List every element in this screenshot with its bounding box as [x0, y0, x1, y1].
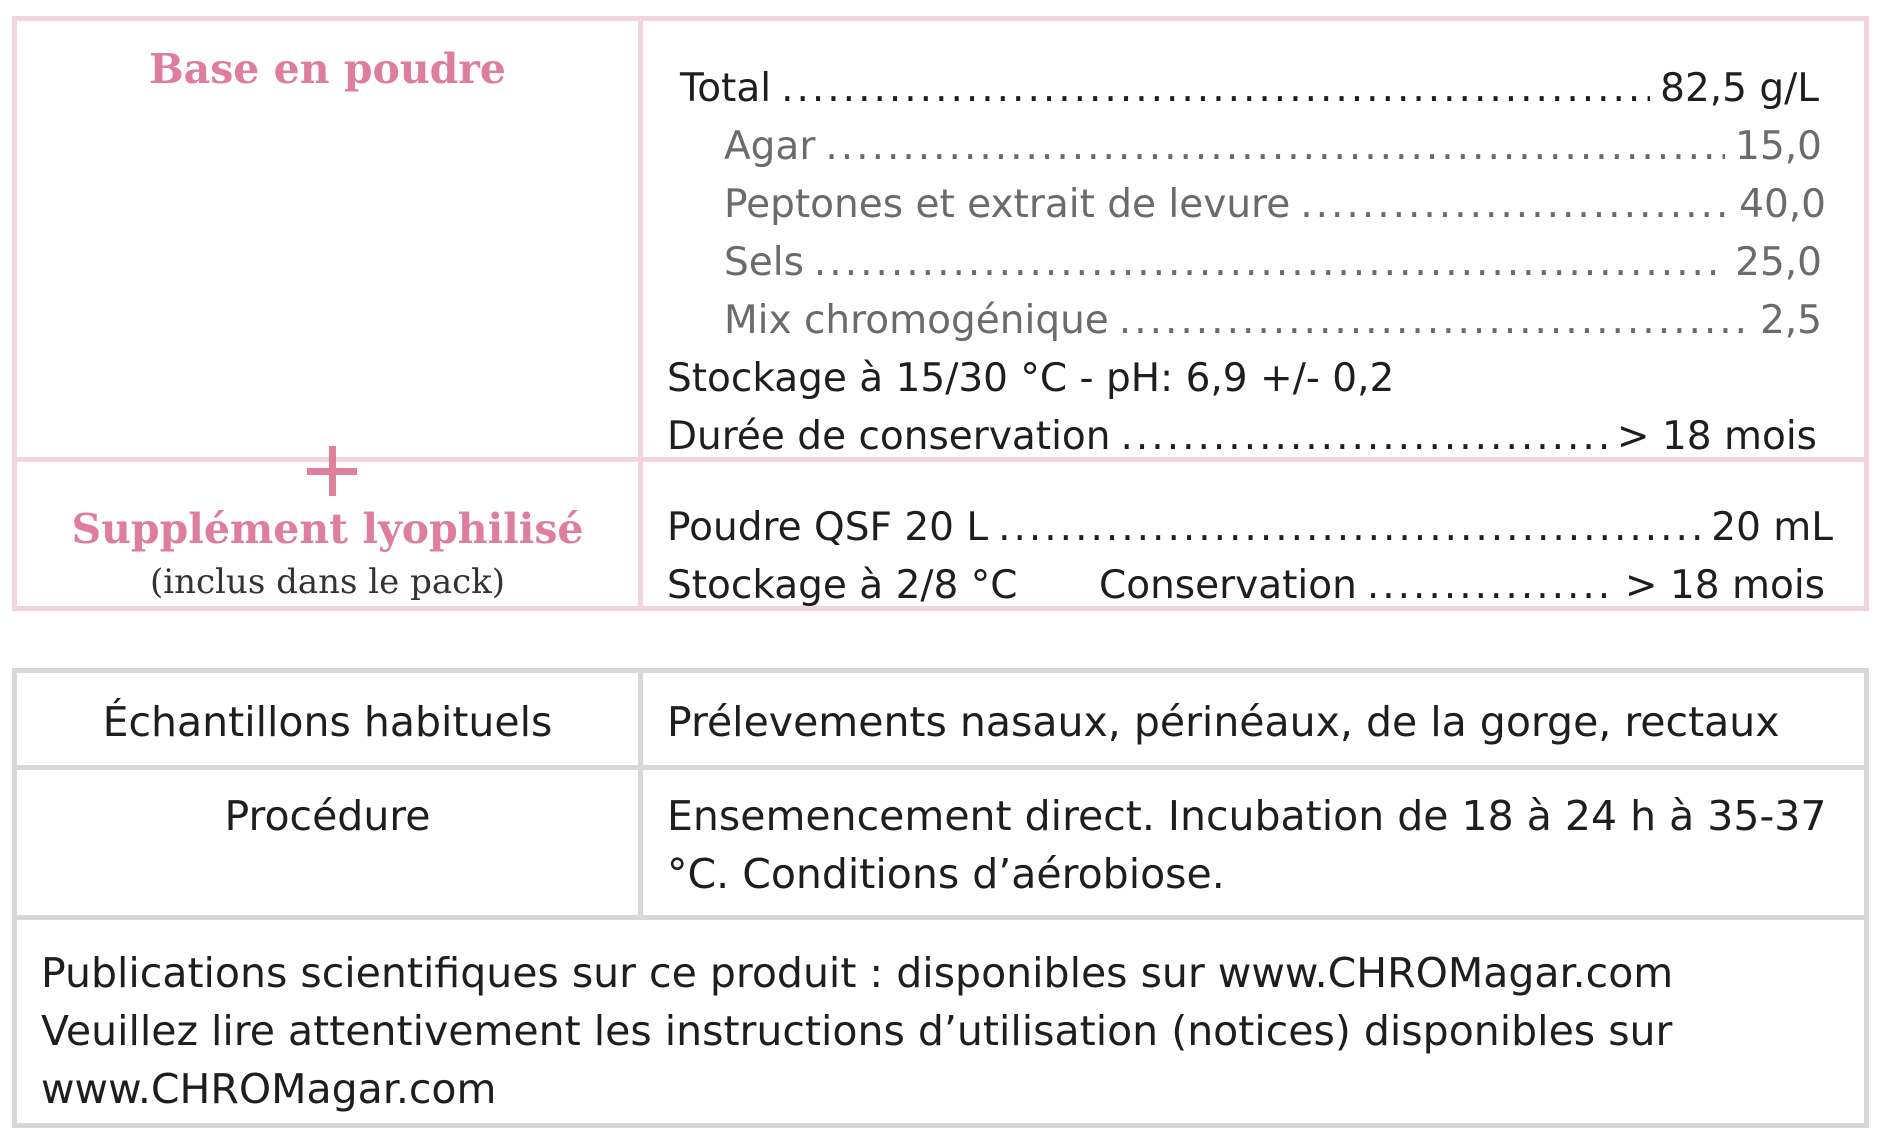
column-divider: [638, 21, 643, 606]
leader-dots: [1300, 179, 1729, 231]
total-value: 82,5 g/L: [1660, 66, 1819, 111]
leader-dots: [1367, 560, 1615, 612]
shelf-life-label: Durée de conservation: [667, 414, 1111, 459]
ingredient-value: 40,0: [1739, 182, 1826, 227]
ingredient-label: Agar: [724, 124, 816, 169]
supplement-powder-row: [667, 502, 1833, 554]
ingredient-label: Mix chromogénique: [724, 298, 1109, 343]
procedure-line-1: Ensemencement direct. Incubation de 18 à 24 h à 35-37: [667, 792, 1827, 840]
total-row: [680, 63, 1819, 115]
ingredient-label: Peptones et extrait de levure: [724, 182, 1291, 227]
supplement-note: (inclus dans le pack): [149, 562, 506, 602]
footer-line-3: www.CHROMagar.com: [41, 1065, 497, 1113]
ingredient-value: 15,0: [1735, 124, 1822, 169]
supplement-storage: Stockage à 2/8 °C: [667, 563, 1018, 608]
supplement-conservation-row: [1099, 560, 1825, 612]
row-divider: [17, 915, 1864, 920]
ingredient-value: 2,5: [1759, 298, 1822, 343]
ingredient-row: [724, 179, 1826, 231]
row-divider: [17, 765, 1864, 770]
ingredient-row: [724, 237, 1822, 289]
column-divider: [638, 673, 643, 915]
procedure-label: Procédure: [224, 792, 431, 840]
leader-dots: [1121, 411, 1607, 463]
leader-dots: [814, 237, 1725, 289]
storage-ph: Stockage à 15/30 °C - pH: 6,9 +/- 0,2: [667, 356, 1395, 401]
footer-line-2: Veuillez lire attentivement les instructions d’utilisation (notices) disponibles sur: [41, 1007, 1673, 1055]
procedure-line-2: °C. Conditions d’aérobiose.: [667, 850, 1225, 898]
usage-table: [12, 668, 1869, 1128]
ingredient-value: 25,0: [1735, 240, 1822, 285]
plus-icon: [307, 446, 357, 496]
supplement-powder-value: 20 mL: [1711, 505, 1833, 550]
samples-value: Prélevements nasaux, périnéaux, de la gorge, rectaux: [667, 698, 1780, 746]
footer-line-1: Publications scientifiques sur ce produit : disponibles sur www.CHROMagar.com: [41, 949, 1674, 997]
base-label: Base en poudre: [148, 45, 506, 93]
leader-dots: [781, 63, 1650, 115]
shelf-life-value: > 18 mois: [1616, 414, 1817, 459]
leader-dots: [825, 121, 1725, 173]
leader-dots: [998, 502, 1701, 554]
supplement-conservation-label: Conservation: [1099, 563, 1357, 608]
composition-table: [12, 16, 1869, 611]
samples-label: Échantillons habituels: [102, 698, 553, 746]
supplement-powder-label: Poudre QSF 20 L: [667, 505, 989, 550]
leader-dots: [1119, 295, 1750, 347]
ingredient-label: Sels: [724, 240, 804, 285]
ingredient-row: [724, 295, 1822, 347]
supplement-conservation-value: > 18 mois: [1624, 563, 1825, 608]
ingredient-row: [724, 121, 1822, 173]
supplement-label: Supplément lyophilisé: [71, 505, 584, 553]
total-label: Total: [680, 66, 772, 111]
shelf-life-row: [667, 411, 1817, 463]
